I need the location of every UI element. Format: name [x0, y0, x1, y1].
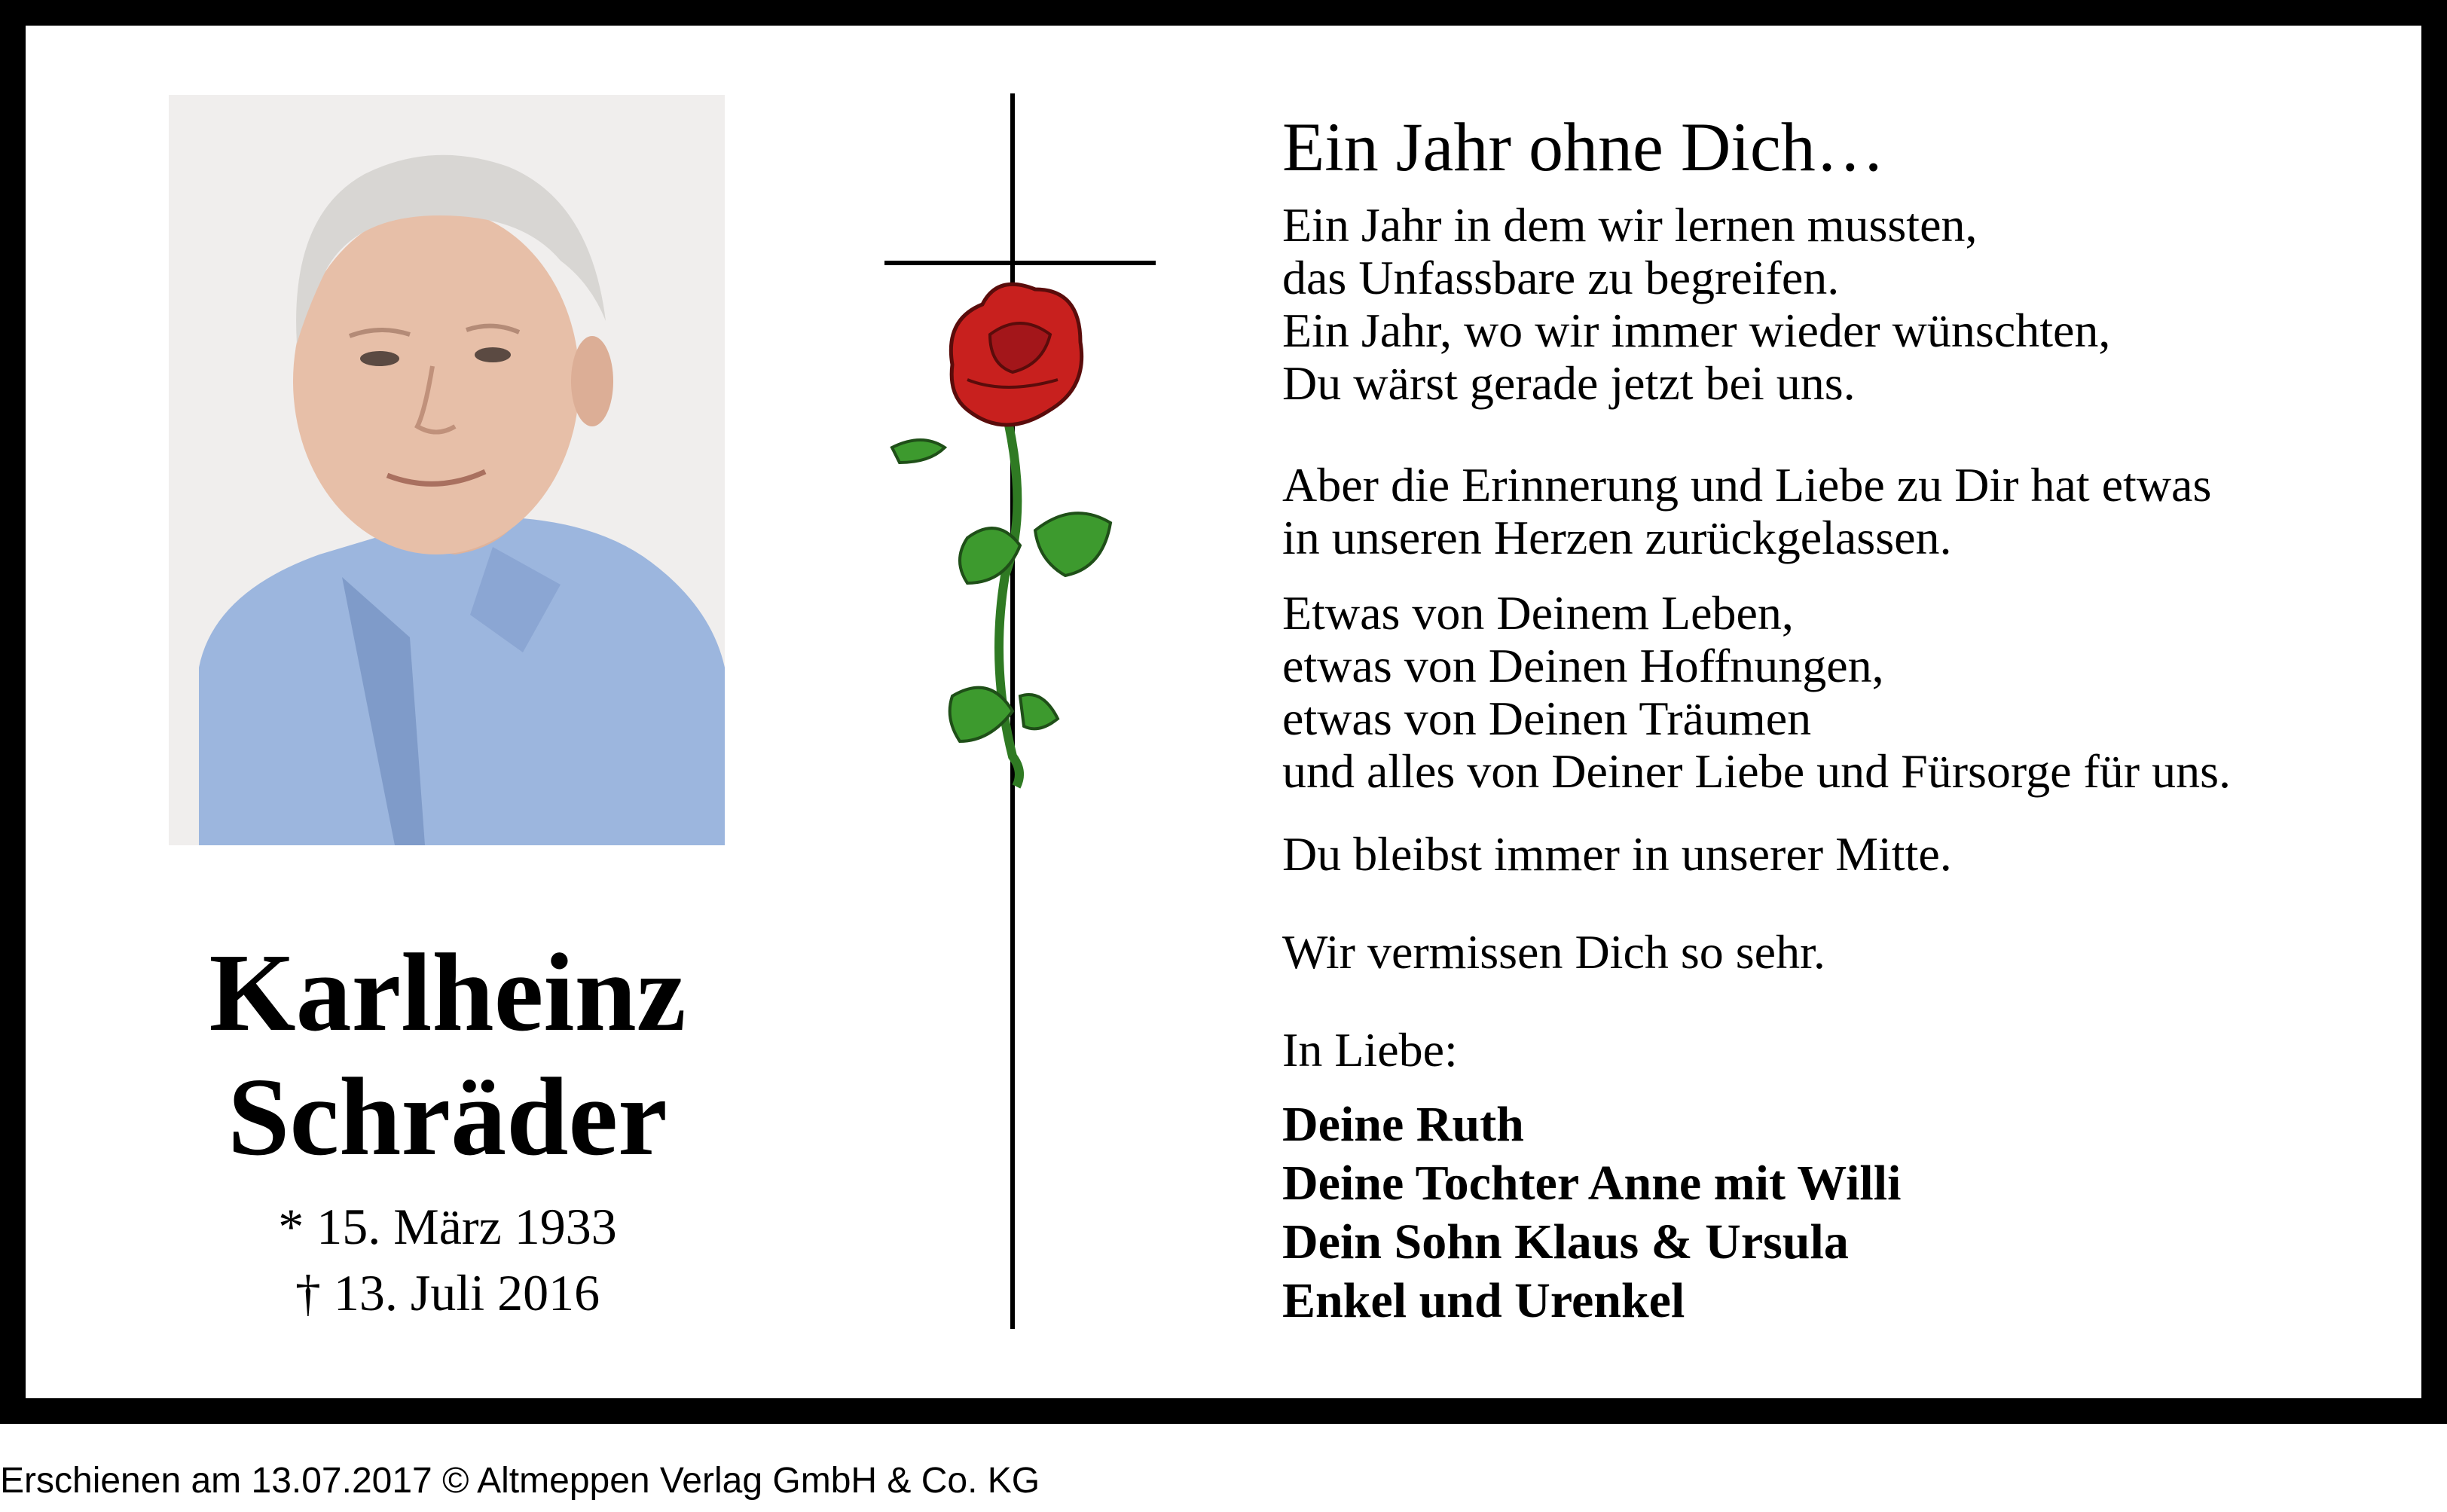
poem-line: etwas von Deinen Träumen [1282, 692, 1812, 745]
obituary-notice [26, 26, 2421, 1398]
portrait-photo [169, 95, 725, 845]
poem-closing: Du bleibst immer in unserer Mitte. [1282, 827, 1952, 881]
poem-stanza [1282, 199, 2110, 410]
signature-line: Deine Ruth [1282, 1097, 1524, 1152]
deceased-first-name: Karlheinz [209, 931, 686, 1055]
poem-line: Aber die Erinnerung und Liebe zu Dir hat etwas [1282, 458, 2212, 512]
signature-line: Enkel und Urenkel [1282, 1273, 1685, 1328]
poem-line: und alles von Deiner Liebe und Fürsorge für uns. [1282, 744, 2231, 798]
poem-line: Ein Jahr in dem wir lernen mussten, [1282, 198, 1978, 252]
signature-line: Deine Tochter Anne mit Willi [1282, 1156, 1902, 1211]
in-love-label: In Liebe: [1282, 1023, 1458, 1077]
signature-list [1282, 1095, 1901, 1330]
deceased-last-name: Schräder [228, 1055, 668, 1179]
poem-closing: Wir vermissen Dich so sehr. [1282, 925, 1825, 979]
cross-with-rose-icon [877, 93, 1193, 1344]
poem-heading: Ein Jahr ohne Dich… [1282, 108, 1885, 185]
poem-line: Etwas von Deinem Leben, [1282, 586, 1794, 640]
poem-line: Ein Jahr, wo wir immer wieder wünschten, [1282, 304, 2111, 357]
signature-line: Dein Sohn Klaus & Ursula [1282, 1214, 1849, 1269]
poem-line: das Unfassbare zu begreifen. [1282, 251, 1840, 304]
poem-line: etwas von Deinen Hoffnungen, [1282, 639, 1884, 692]
poem-line: Du wärst gerade jetzt bei uns. [1282, 356, 1856, 410]
death-date: † 13. Juli 2016 [295, 1264, 600, 1321]
poem-stanza [1282, 587, 2231, 798]
birth-date: * 15. März 1933 [278, 1198, 617, 1255]
poem-stanza [1282, 459, 2211, 564]
publication-footer: Erschienen am 13.07.2017 © Altmeppen Verlag GmbH & Co. KG [0, 1461, 1040, 1501]
poem-line: in unseren Herzen zurückgelassen. [1282, 511, 1952, 564]
